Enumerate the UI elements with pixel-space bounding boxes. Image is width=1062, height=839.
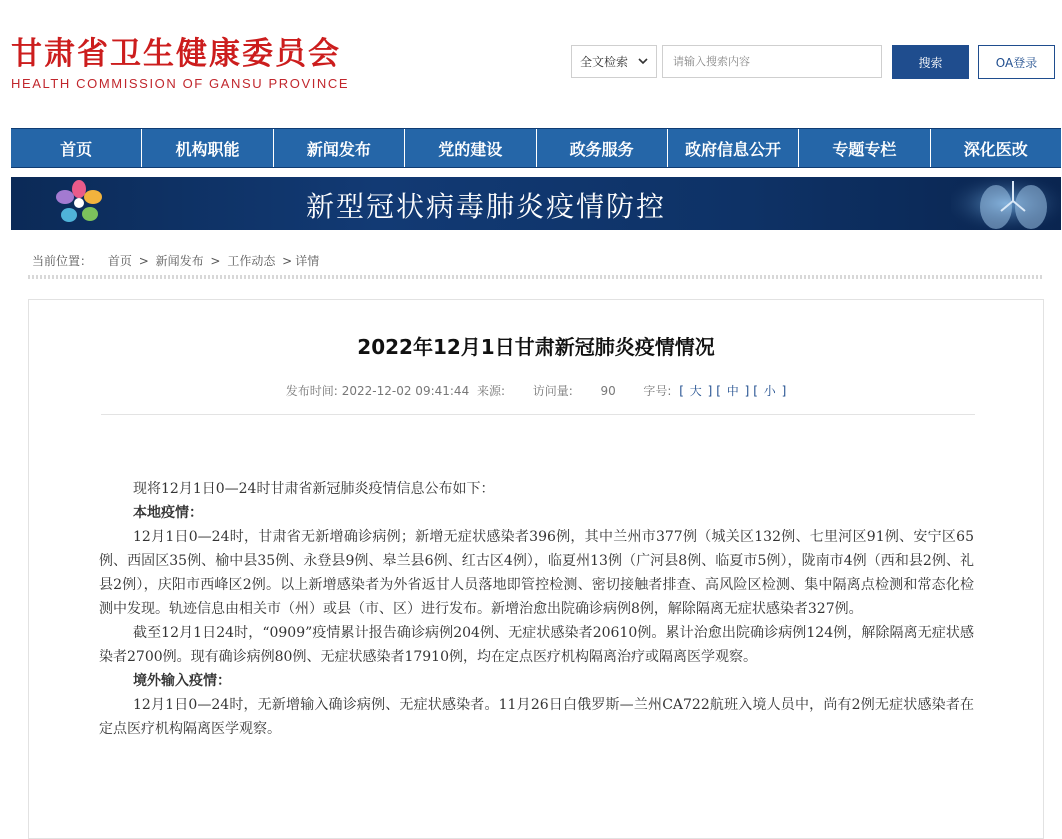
meta-divider — [101, 414, 975, 415]
font-size-small-button[interactable]: 小 — [763, 384, 776, 398]
publish-time: 2022-12-02 09:41:44 — [341, 384, 470, 398]
breadcrumb-separator: > — [282, 254, 293, 268]
nav-item-home[interactable]: 首页 — [11, 129, 142, 167]
main-nav — [11, 128, 1061, 168]
article-paragraph: 现将12月1日0—24时甘肃省新冠肺炎疫情信息公布如下： — [133, 481, 495, 497]
breadcrumb-work-updates[interactable]: 工作动态 — [227, 254, 276, 268]
search-scope-select[interactable] — [571, 45, 657, 78]
nav-item-reform[interactable]: 深化医改 — [963, 139, 1028, 159]
nav-item-party[interactable]: 党的建设 — [405, 129, 536, 167]
covid-banner[interactable] — [11, 177, 1061, 230]
article-meta: 发布时间: 2022-12-02 09:41:44 来源: 访问量: 90 字号: [ 大 ] [ 中 ] [ 小 ] — [285, 384, 787, 398]
chevron-down-icon — [636, 54, 650, 68]
breadcrumb-separator: > — [138, 254, 149, 268]
nav-item-topics[interactable]: 专题专栏 — [799, 129, 930, 167]
breadcrumb-home[interactable]: 首页 — [107, 254, 132, 268]
oa-login-button[interactable]: OA登录 — [978, 45, 1055, 79]
site-logo[interactable] — [11, 36, 349, 91]
font-size-label: 字号: — [643, 384, 672, 398]
nav-item-disclosure[interactable]: 政府信息公开 — [668, 129, 799, 167]
search-scope-value: 全文检索 — [580, 55, 629, 69]
article-paragraph: 截至12月1日24时，“0909”疫情累计报告确诊病例204例、无症状感染者20610例。累计治愈出院确诊病例124例，解除隔离无症状感染者2700例。现有确诊病例80例、无症状感染者17910例，均在定点医疗机构隔离治疗或隔离医学观察。 — [99, 625, 974, 665]
breadcrumb-label: 当前位置： — [32, 254, 93, 268]
nav-item-functions[interactable]: 机构职能 — [142, 129, 273, 167]
breadcrumb-separator: > — [210, 254, 221, 268]
logo-chinese-name: 甘肃省卫生健康委员会 — [11, 36, 341, 72]
search-input[interactable] — [662, 45, 882, 78]
visits-label: 访问量: — [532, 384, 573, 398]
article-container — [28, 299, 1044, 839]
nav-item-news[interactable]: 新闻发布 — [274, 129, 405, 167]
lung-icon — [951, 177, 1061, 230]
publish-time-label: 发布时间: — [285, 384, 338, 398]
section-heading-local: 本地疫情： — [133, 505, 203, 521]
source-label: 来源: — [477, 384, 506, 398]
breadcrumb-divider — [28, 275, 1044, 279]
nav-item-services[interactable]: 政务服务 — [537, 129, 668, 167]
breadcrumb — [32, 252, 319, 269]
breadcrumb-detail: 详情 — [295, 254, 320, 268]
article-title: 2022年12月1日甘肃新冠肺炎疫情情况 — [357, 335, 715, 359]
visits-count: 90 — [600, 384, 616, 398]
flower-logo-icon — [39, 177, 119, 230]
font-size-medium-button[interactable]: 中 — [726, 384, 739, 398]
article-paragraph: 12月1日0—24时，甘肃省无新增确诊病例；新增无症状感染者396例，其中兰州市377例（城关区132例、七里河区91例、安宁区65例、西固区35例、榆中县35例、永登县9例、皋兰县6例、红古区4例），临夏州13例（广河县8例、临夏市5例），陇南市4例（西和县2例、礼县2例），庆阳市西峰区2例。以上新增感染者为外省返甘人员落地即管控检测、密切接触者排查、高风险区检测、集中隔离点检测和常态化检测中发现。轨迹信息由相关市（州）或县（市、区）进行发布。新增治愈出院确诊病例8例，解除隔离无症状感染者327例。 — [99, 529, 974, 617]
logo-english-name: HEALTH COMMISSION OF GANSU PROVINCE — [11, 76, 350, 91]
font-size-large-button[interactable]: 大 — [689, 384, 702, 398]
section-heading-imported: 境外输入疫情： — [133, 673, 231, 689]
banner-title: 新型冠状病毒肺炎疫情防控 — [306, 190, 667, 223]
search-button[interactable]: 搜索 — [892, 45, 969, 79]
article-body — [99, 477, 974, 741]
article-paragraph: 12月1日0—24时，无新增输入确诊病例、无症状感染者。11月26日白俄罗斯—兰州CA722航班入境人员中，尚有2例无症状感染者在定点医疗机构隔离医学观察。 — [99, 697, 974, 737]
breadcrumb-news[interactable]: 新闻发布 — [155, 254, 204, 268]
